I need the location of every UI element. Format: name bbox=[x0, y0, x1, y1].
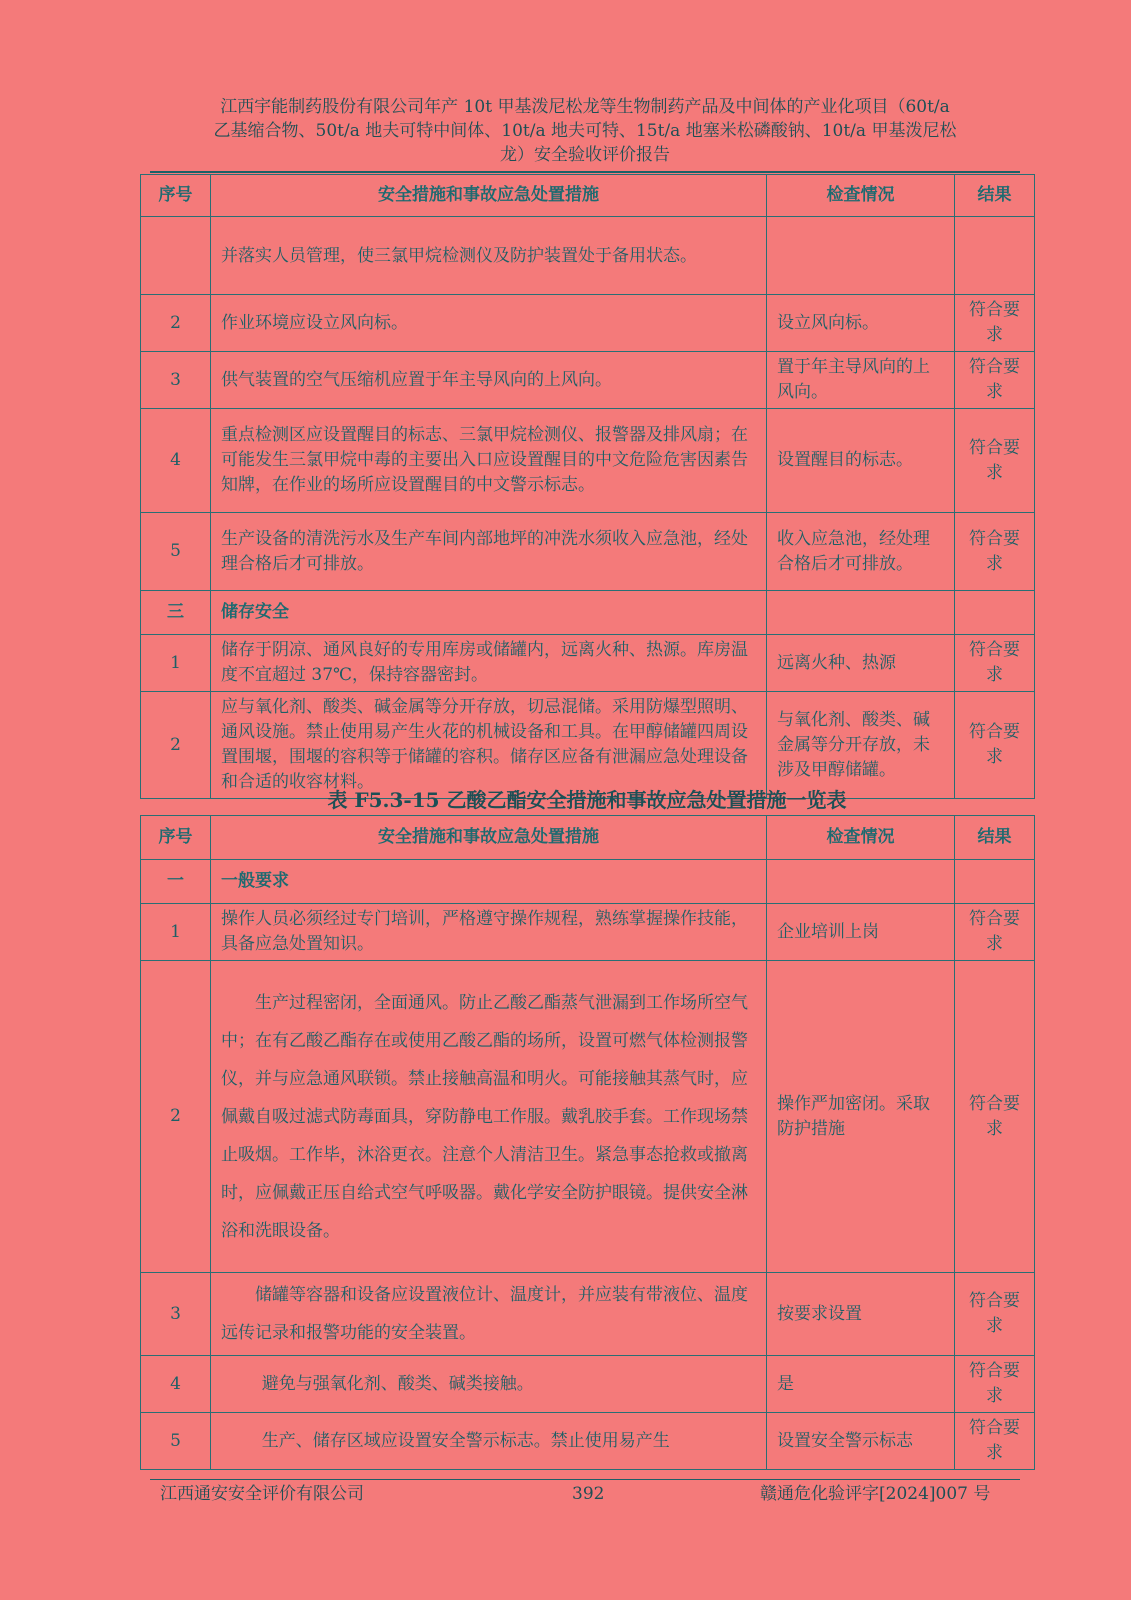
table-caption: 表 F5.3-15 乙酸乙酯安全措施和事故应急处置措施一览表 bbox=[327, 788, 847, 812]
cell-result bbox=[955, 217, 1035, 295]
cell-result: 符合要求 bbox=[955, 513, 1035, 591]
table-row bbox=[141, 635, 1035, 692]
cell-no bbox=[141, 217, 211, 295]
table-row bbox=[141, 352, 1035, 409]
measures-table-1 bbox=[140, 174, 1035, 799]
cell-result: 符合要求 bbox=[955, 904, 1035, 961]
cell-check: 操作严加密闭。采取防护措施 bbox=[767, 961, 955, 1273]
cell-result: 符合要求 bbox=[955, 1356, 1035, 1413]
cell-result: 符合要求 bbox=[955, 352, 1035, 409]
cell-result: 符合要求 bbox=[955, 1273, 1035, 1356]
footer-page-number: 392 bbox=[572, 1484, 605, 1504]
table-row bbox=[141, 295, 1035, 352]
measures-table-2 bbox=[140, 815, 1035, 1470]
cell-result: 符合要求 bbox=[955, 1413, 1035, 1470]
cell-no: 5 bbox=[141, 513, 211, 591]
cell-check: 按要求设置 bbox=[767, 1273, 955, 1356]
section-title: 储存安全 bbox=[211, 591, 767, 635]
col-header-measures: 安全措施和事故应急处置措施 bbox=[211, 816, 767, 860]
section-no: 一 bbox=[141, 860, 211, 904]
cell-measure: 作业环境应设立风向标。 bbox=[211, 295, 767, 352]
footer-company: 江西通安安全评价有限公司 bbox=[160, 1484, 364, 1504]
cell-check bbox=[767, 217, 955, 295]
cell-result: 符合要求 bbox=[955, 635, 1035, 692]
cell-measure: 生产、储存区域应设置安全警示标志。禁止使用易产生 bbox=[211, 1413, 767, 1470]
col-header-result: 结果 bbox=[955, 816, 1035, 860]
section-row bbox=[141, 860, 1035, 904]
cell-measure: 供气装置的空气压缩机应置于年主导风向的上风向。 bbox=[211, 352, 767, 409]
cell-result: 符合要求 bbox=[955, 409, 1035, 513]
footer-rule bbox=[150, 1479, 1020, 1480]
cell-no: 4 bbox=[141, 409, 211, 513]
cell-measure: 生产设备的清洗污水及生产车间内部地坪的冲洗水须收入应急池，经处理合格后才可排放。 bbox=[211, 513, 767, 591]
cell-no: 4 bbox=[141, 1356, 211, 1413]
table-row bbox=[141, 409, 1035, 513]
header-rule bbox=[150, 171, 1020, 173]
table-row bbox=[141, 1356, 1035, 1413]
cell-check: 设置醒目的标志。 bbox=[767, 409, 955, 513]
cell-check: 远离火种、热源 bbox=[767, 635, 955, 692]
table-row bbox=[141, 904, 1035, 961]
report-header bbox=[150, 95, 1020, 167]
cell-check: 收入应急池，经处理合格后才可排放。 bbox=[767, 513, 955, 591]
table-row bbox=[141, 961, 1035, 1273]
cell-check: 企业培训上岗 bbox=[767, 904, 955, 961]
cell-no: 2 bbox=[141, 961, 211, 1273]
table-header-row bbox=[141, 175, 1035, 217]
col-header-check: 检查情况 bbox=[767, 175, 955, 217]
col-header-check: 检查情况 bbox=[767, 816, 955, 860]
cell-measure: 重点检测区应设置醒目的标志、三氯甲烷检测仪、报警器及排风扇；在可能发生三氯甲烷中毒的主要出入口应设置醒目的中文危险危害因素告知牌，在作业的场所应设置醒目的中文警示标志。 bbox=[211, 409, 767, 513]
col-header-measures: 安全措施和事故应急处置措施 bbox=[211, 175, 767, 217]
footer-doc-number: 赣通危化验评字[2024]007 号 bbox=[760, 1484, 991, 1504]
section-no: 三 bbox=[141, 591, 211, 635]
cell-result bbox=[955, 860, 1035, 904]
table-row bbox=[141, 513, 1035, 591]
cell-check: 与氧化剂、酸类、碱金属等分开存放，未涉及甲醇储罐。 bbox=[767, 692, 955, 799]
header-line-2: 乙基缩合物、50t/a 地夫可特中间体、10t/a 地夫可特、15t/a 地塞米松磷酸钠、10t/a 甲基泼尼松 bbox=[213, 121, 957, 141]
cell-check bbox=[767, 591, 955, 635]
cell-no: 2 bbox=[141, 295, 211, 352]
cell-check: 置于年主导风向的上风向。 bbox=[767, 352, 955, 409]
table-row bbox=[141, 1413, 1035, 1470]
cell-no: 2 bbox=[141, 692, 211, 799]
col-header-result: 结果 bbox=[955, 175, 1035, 217]
cell-check: 设置安全警示标志 bbox=[767, 1413, 955, 1470]
cell-measure: 储存于阴凉、通风良好的专用库房或储罐内，远离火种、热源。库房温度不宜超过 37℃，保持容器密封。 bbox=[211, 635, 767, 692]
cell-no: 1 bbox=[141, 904, 211, 961]
cell-no: 1 bbox=[141, 635, 211, 692]
col-header-no: 序号 bbox=[141, 175, 211, 217]
section-row bbox=[141, 591, 1035, 635]
cell-measure: 避免与强氧化剂、酸类、碱类接触。 bbox=[211, 1356, 767, 1413]
table-row bbox=[141, 1273, 1035, 1356]
cell-check bbox=[767, 860, 955, 904]
header-line-3: 龙）安全验收评价报告 bbox=[500, 145, 670, 165]
cell-measure: 并落实人员管理，使三氯甲烷检测仪及防护装置处于备用状态。 bbox=[211, 217, 767, 295]
section-title: 一般要求 bbox=[211, 860, 767, 904]
cell-measure: 生产过程密闭，全面通风。防止乙酸乙酯蒸气泄漏到工作场所空气中；在有乙酸乙酯存在或使用乙酸乙酯的场所，设置可燃气体检测报警仪，并与应急通风联锁。禁止接触高温和明火。可能接触其蒸气时，应佩戴自吸过滤式防毒面具，穿防静电工作服。戴乳胶手套。工作现场禁止吸烟。工作毕，沐浴更衣。注意个人清洁卫生。紧急事态抢救或撤离时，应佩戴正压自给式空气呼吸器。戴化学安全防护眼镜。提供安全淋浴和洗眼设备。 bbox=[211, 961, 767, 1273]
table-row bbox=[141, 217, 1035, 295]
col-header-no: 序号 bbox=[141, 816, 211, 860]
cell-result bbox=[955, 591, 1035, 635]
cell-measure: 储罐等容器和设备应设置液位计、温度计，并应装有带液位、温度远传记录和报警功能的安全装置。 bbox=[211, 1273, 767, 1356]
cell-no: 3 bbox=[141, 352, 211, 409]
cell-check: 设立风向标。 bbox=[767, 295, 955, 352]
cell-result: 符合要求 bbox=[955, 295, 1035, 352]
cell-no: 3 bbox=[141, 1273, 211, 1356]
cell-measure: 操作人员必须经过专门培训，严格遵守操作规程，熟练掌握操作技能，具备应急处置知识。 bbox=[211, 904, 767, 961]
table-row bbox=[141, 692, 1035, 799]
cell-result: 符合要求 bbox=[955, 961, 1035, 1273]
cell-measure: 应与氧化剂、酸类、碱金属等分开存放，切忌混储。采用防爆型照明、通风设施。禁止使用易产生火花的机械设备和工具。在甲醇储罐四周设置围堰，围堰的容积等于储罐的容积。储存区应备有泄漏应急处理设备和合适的收容材料。 bbox=[211, 692, 767, 799]
header-line-1: 江西宇能制药股份有限公司年产 10t 甲基泼尼松龙等生物制药产品及中间体的产业化项目（60t/a bbox=[220, 97, 950, 117]
cell-result: 符合要求 bbox=[955, 692, 1035, 799]
cell-no: 5 bbox=[141, 1413, 211, 1470]
table-header-row bbox=[141, 816, 1035, 860]
cell-check: 是 bbox=[767, 1356, 955, 1413]
